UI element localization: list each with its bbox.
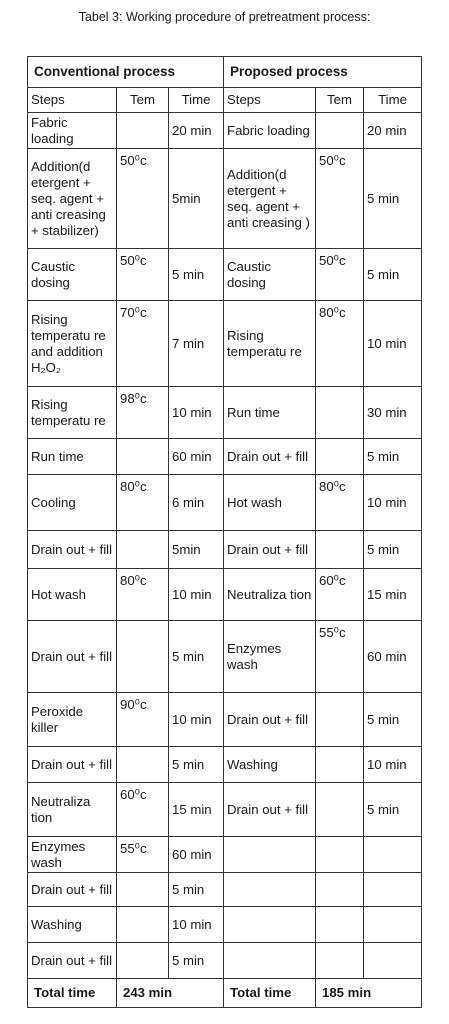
conventional-total-value: 243 min <box>117 979 224 1008</box>
conventional-step-cell: Drain out + fill <box>28 531 117 569</box>
table-row <box>28 693 422 747</box>
conventional-tem-cell: 90⁰c <box>117 693 169 747</box>
conventional-time-cell: 5 min <box>169 249 224 301</box>
proposed-step-cell: Drain out + fill <box>224 693 316 747</box>
proposed-tem-cell <box>316 531 364 569</box>
proposed-time-cell: 15 min <box>364 569 422 621</box>
proposed-time-cell: 5 min <box>364 439 422 475</box>
table-row <box>28 569 422 621</box>
proposed-time-cell: 30 min <box>364 387 422 439</box>
conventional-time-cell: 10 min <box>169 569 224 621</box>
proposed-tem-cell <box>316 837 364 873</box>
conventional-step-cell: Cooling <box>28 475 117 531</box>
proposed-time-cell: 60 min <box>364 621 422 693</box>
proposed-time-cell: 5 min <box>364 693 422 747</box>
conventional-tem-cell: 55⁰c <box>117 837 169 873</box>
proposed-tem-cell <box>316 693 364 747</box>
proposed-time-cell <box>364 873 422 907</box>
conventional-tem-cell <box>117 747 169 783</box>
table-row <box>28 943 422 979</box>
proposed-step-cell: Fabric loading <box>224 113 316 149</box>
proposed-tem-cell <box>316 943 364 979</box>
proposed-tem-cell <box>316 873 364 907</box>
proposed-time-cell <box>364 943 422 979</box>
proposed-time-cell: 5 min <box>364 249 422 301</box>
conventional-step-cell: Hot wash <box>28 569 117 621</box>
conventional-tem-cell <box>117 439 169 475</box>
table-row <box>28 301 422 387</box>
conventional-tem-cell: 80⁰c <box>117 475 169 531</box>
proposed-step-cell <box>224 907 316 943</box>
column-header-time: Time <box>364 88 422 113</box>
conventional-tem-cell <box>117 907 169 943</box>
proposed-step-cell: Drain out + fill <box>224 439 316 475</box>
proposed-tem-cell <box>316 113 364 149</box>
proposed-time-cell: 5 min <box>364 783 422 837</box>
conventional-step-cell: Caustic dosing <box>28 249 117 301</box>
conventional-step-cell: Drain out + fill <box>28 943 117 979</box>
proposed-tem-cell: 50⁰c <box>316 249 364 301</box>
proposed-tem-cell <box>316 387 364 439</box>
conventional-tem-cell <box>117 621 169 693</box>
conventional-step-cell: Fabric loading <box>28 113 117 149</box>
proposed-total-value: 185 min <box>316 979 422 1008</box>
table-row <box>28 873 422 907</box>
proposed-step-cell: Rising temperatu re <box>224 301 316 387</box>
proposed-time-cell: 10 min <box>364 475 422 531</box>
conventional-tem-cell <box>117 943 169 979</box>
proposed-step-cell <box>224 943 316 979</box>
conventional-tem-cell <box>117 873 169 907</box>
proposed-process-header: Proposed process <box>224 57 422 88</box>
conventional-step-cell: Run time <box>28 439 117 475</box>
proposed-tem-cell: 55⁰c <box>316 621 364 693</box>
conventional-time-cell: 10 min <box>169 387 224 439</box>
conventional-tem-cell: 80⁰c <box>117 569 169 621</box>
conventional-step-cell: Rising temperatu re and addition H₂O₂ <box>28 301 117 387</box>
conventional-tem-cell: 50⁰c <box>117 149 169 249</box>
proposed-tem-cell: 60⁰c <box>316 569 364 621</box>
table-row <box>28 747 422 783</box>
proposed-time-cell: 10 min <box>364 747 422 783</box>
conventional-time-cell: 60 min <box>169 439 224 475</box>
conventional-time-cell: 10 min <box>169 907 224 943</box>
conventional-time-cell: 20 min <box>169 113 224 149</box>
conventional-process-header: Conventional process <box>28 57 224 88</box>
conventional-tem-cell: 70⁰c <box>117 301 169 387</box>
proposed-tem-cell <box>316 747 364 783</box>
conventional-step-cell: Drain out + fill <box>28 747 117 783</box>
conventional-time-cell: 5 min <box>169 621 224 693</box>
proposed-time-cell <box>364 907 422 943</box>
table-row <box>28 149 422 249</box>
table-row <box>28 249 422 301</box>
proposed-time-cell: 20 min <box>364 113 422 149</box>
proposed-tem-cell <box>316 439 364 475</box>
proposed-step-cell: Addition(d etergent + seq. agent + anti creasing ) <box>224 149 316 249</box>
table-caption: Tabel 3: Working procedure of pretreatment process: <box>78 10 371 24</box>
proposed-tem-cell: 80⁰c <box>316 301 364 387</box>
table-row <box>28 113 422 149</box>
conventional-tem-cell: 50⁰c <box>117 249 169 301</box>
proposed-tem-cell <box>316 907 364 943</box>
column-header-tem: Tem <box>117 88 169 113</box>
proposed-step-cell: Enzymes wash <box>224 621 316 693</box>
proposed-step-cell: Drain out + fill <box>224 783 316 837</box>
conventional-time-cell: 10 min <box>169 693 224 747</box>
table-row <box>28 475 422 531</box>
conventional-time-cell: 15 min <box>169 783 224 837</box>
conventional-step-cell: Rising temperatu re <box>28 387 117 439</box>
conventional-tem-cell: 60⁰c <box>117 783 169 837</box>
table-row <box>28 783 422 837</box>
conventional-time-cell: 5 min <box>169 747 224 783</box>
conventional-time-cell: 5 min <box>169 873 224 907</box>
conventional-step-cell: Washing <box>28 907 117 943</box>
conventional-step-cell: Drain out + fill <box>28 873 117 907</box>
table-row <box>28 387 422 439</box>
proposed-time-cell: 5 min <box>364 531 422 569</box>
conventional-time-cell: 6 min <box>169 475 224 531</box>
proposed-tem-cell: 80⁰c <box>316 475 364 531</box>
conventional-time-cell: 5min <box>169 149 224 249</box>
table-row <box>28 907 422 943</box>
proposed-total-label: Total time <box>224 979 316 1008</box>
proposed-step-cell: Drain out + fill <box>224 531 316 569</box>
proposed-step-cell: Washing <box>224 747 316 783</box>
conventional-step-cell: Drain out + fill <box>28 621 117 693</box>
column-header-tem: Tem <box>316 88 364 113</box>
conventional-step-cell: Enzymes wash <box>28 837 117 873</box>
column-header-steps: Steps <box>28 88 117 113</box>
proposed-step-cell <box>224 873 316 907</box>
conventional-tem-cell <box>117 531 169 569</box>
proposed-step-cell: Run time <box>224 387 316 439</box>
column-header-time: Time <box>169 88 224 113</box>
proposed-step-cell: Caustic dosing <box>224 249 316 301</box>
proposed-step-cell: Hot wash <box>224 475 316 531</box>
table-row <box>28 531 422 569</box>
conventional-step-cell: Peroxide killer <box>28 693 117 747</box>
conventional-time-cell: 5 min <box>169 943 224 979</box>
conventional-tem-cell <box>117 113 169 149</box>
proposed-time-cell: 5 min <box>364 149 422 249</box>
proposed-tem-cell: 50⁰c <box>316 149 364 249</box>
conventional-total-label: Total time <box>28 979 117 1008</box>
conventional-step-cell: Neutraliza tion <box>28 783 117 837</box>
table-row <box>28 439 422 475</box>
table-row <box>28 837 422 873</box>
conventional-time-cell: 60 min <box>169 837 224 873</box>
proposed-step-cell <box>224 837 316 873</box>
proposed-time-cell: 10 min <box>364 301 422 387</box>
conventional-tem-cell: 98⁰c <box>117 387 169 439</box>
pretreatment-table <box>27 56 422 1008</box>
proposed-time-cell <box>364 837 422 873</box>
column-header-steps: Steps <box>224 88 316 113</box>
proposed-tem-cell <box>316 783 364 837</box>
proposed-step-cell: Neutraliza tion <box>224 569 316 621</box>
conventional-step-cell: Addition(d etergent + seq. agent + anti creasing + stabilizer) <box>28 149 117 249</box>
conventional-time-cell: 7 min <box>169 301 224 387</box>
table-row <box>28 621 422 693</box>
conventional-time-cell: 5min <box>169 531 224 569</box>
